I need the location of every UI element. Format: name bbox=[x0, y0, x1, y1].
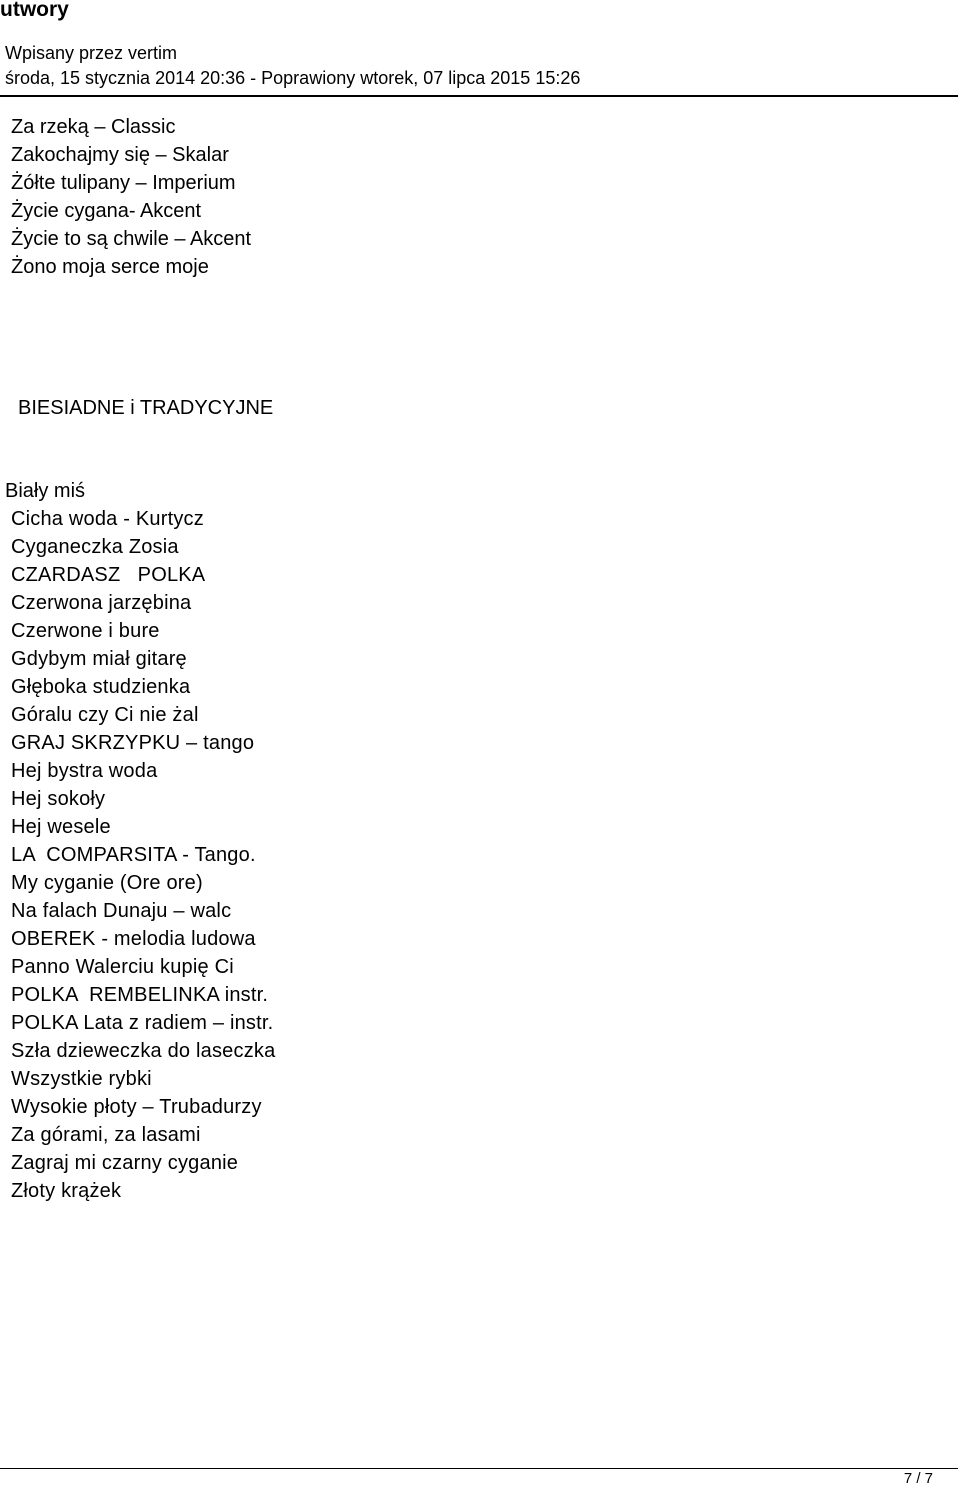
list-item: Cicha woda - Kurtycz bbox=[11, 508, 204, 530]
list-item: Panno Walerciu kupię Ci bbox=[11, 956, 234, 978]
list-item: My cyganie (Ore ore) bbox=[11, 872, 203, 894]
author-byline: Wpisany przez vertim bbox=[5, 43, 178, 63]
list-item: Hej bystra woda bbox=[11, 760, 158, 782]
footer-divider bbox=[0, 1468, 958, 1469]
list-item: Złoty krążek bbox=[11, 1180, 122, 1202]
list-item: Zakochajmy się – Skalar bbox=[11, 144, 229, 166]
list-item: POLKA REMBELINKA instr. bbox=[11, 984, 269, 1006]
list-item: GRAJ SKRZYPKU – tango bbox=[11, 732, 255, 754]
list-item: LA COMPARSITA - Tango. bbox=[11, 844, 256, 866]
list-item: Zagraj mi czarny cyganie bbox=[11, 1152, 239, 1174]
list-item: Gdybym miał gitarę bbox=[11, 648, 187, 670]
list-item: Żono moja serce moje bbox=[11, 256, 209, 278]
song-list-section bbox=[11, 505, 275, 1205]
list-item: Góralu czy Ci nie żal bbox=[11, 704, 199, 726]
list-item: Na falach Dunaju – walc bbox=[11, 900, 232, 922]
list-item: Cyganeczka Zosia bbox=[11, 536, 179, 558]
list-item: Głęboka studzienka bbox=[11, 676, 191, 698]
list-item: Szła dzieweczka do laseczka bbox=[11, 1040, 276, 1062]
list-item: Hej wesele bbox=[11, 816, 111, 838]
list-item: Biały miś bbox=[5, 480, 86, 502]
list-item: POLKA Lata z radiem – instr. bbox=[11, 1012, 274, 1034]
page-title: utwory bbox=[0, 0, 69, 21]
list-item: Czerwona jarzębina bbox=[11, 592, 192, 614]
list-item: Wszystkie rybki bbox=[11, 1068, 152, 1090]
list-item: Życie cygana- Akcent bbox=[11, 200, 202, 222]
list-item: CZARDASZ POLKA bbox=[11, 564, 206, 586]
list-item: Żółte tulipany – Imperium bbox=[11, 172, 236, 194]
song-list-top bbox=[11, 113, 251, 281]
list-item: Czerwone i bure bbox=[11, 620, 160, 642]
list-item: Wysokie płoty – Trubadurzy bbox=[11, 1096, 262, 1118]
list-item: OBEREK - melodia ludowa bbox=[11, 928, 256, 950]
list-item: Za górami, za lasami bbox=[11, 1124, 201, 1146]
publish-dates: środa, 15 stycznia 2014 20:36 - Poprawiony wtorek, 07 lipca 2015 15:26 bbox=[5, 68, 581, 88]
page-number: 7 / 7 bbox=[903, 1470, 933, 1487]
section-heading: BIESIADNE i TRADYCYJNE bbox=[18, 397, 274, 419]
list-item: Życie to są chwile – Akcent bbox=[11, 228, 252, 250]
header-divider bbox=[0, 95, 958, 97]
list-item: Za rzeką – Classic bbox=[11, 116, 176, 138]
list-item: Hej sokoły bbox=[11, 788, 106, 810]
